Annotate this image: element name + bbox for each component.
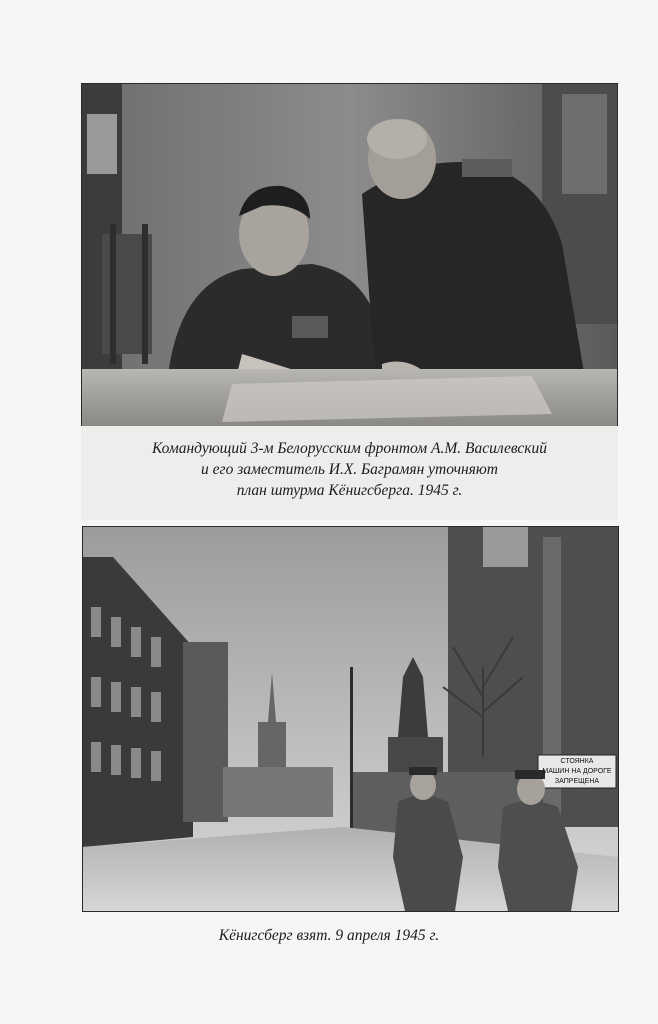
no-parking-sign <box>538 756 616 790</box>
officers-photo-image <box>82 84 617 427</box>
top-caption-line-3: план штурма Кёнигсберга. 1945 г. <box>236 482 463 499</box>
top-photo-caption <box>81 438 618 501</box>
sign-line-1: СТОЯНКА <box>560 758 594 765</box>
top-caption-line-2: и его заместитель И.Х. Баграмян уточняют <box>201 461 498 478</box>
top-photo <box>81 83 618 428</box>
bottom-caption-line-1: Кёнигсберг взят. 9 апреля 1945 г. <box>218 927 440 944</box>
top-caption-line-1: Командующий 3-м Белорусским фронтом А.М. Василевский <box>151 440 548 457</box>
bottom-photo <box>82 526 619 912</box>
sign-line-2: МАШИН НА ДОРОГЕ <box>542 768 612 775</box>
bottom-photo-caption <box>0 925 658 946</box>
street-photo-image <box>83 527 618 911</box>
sign-line-3: ЗАПРЕЩЕНА <box>554 778 600 785</box>
